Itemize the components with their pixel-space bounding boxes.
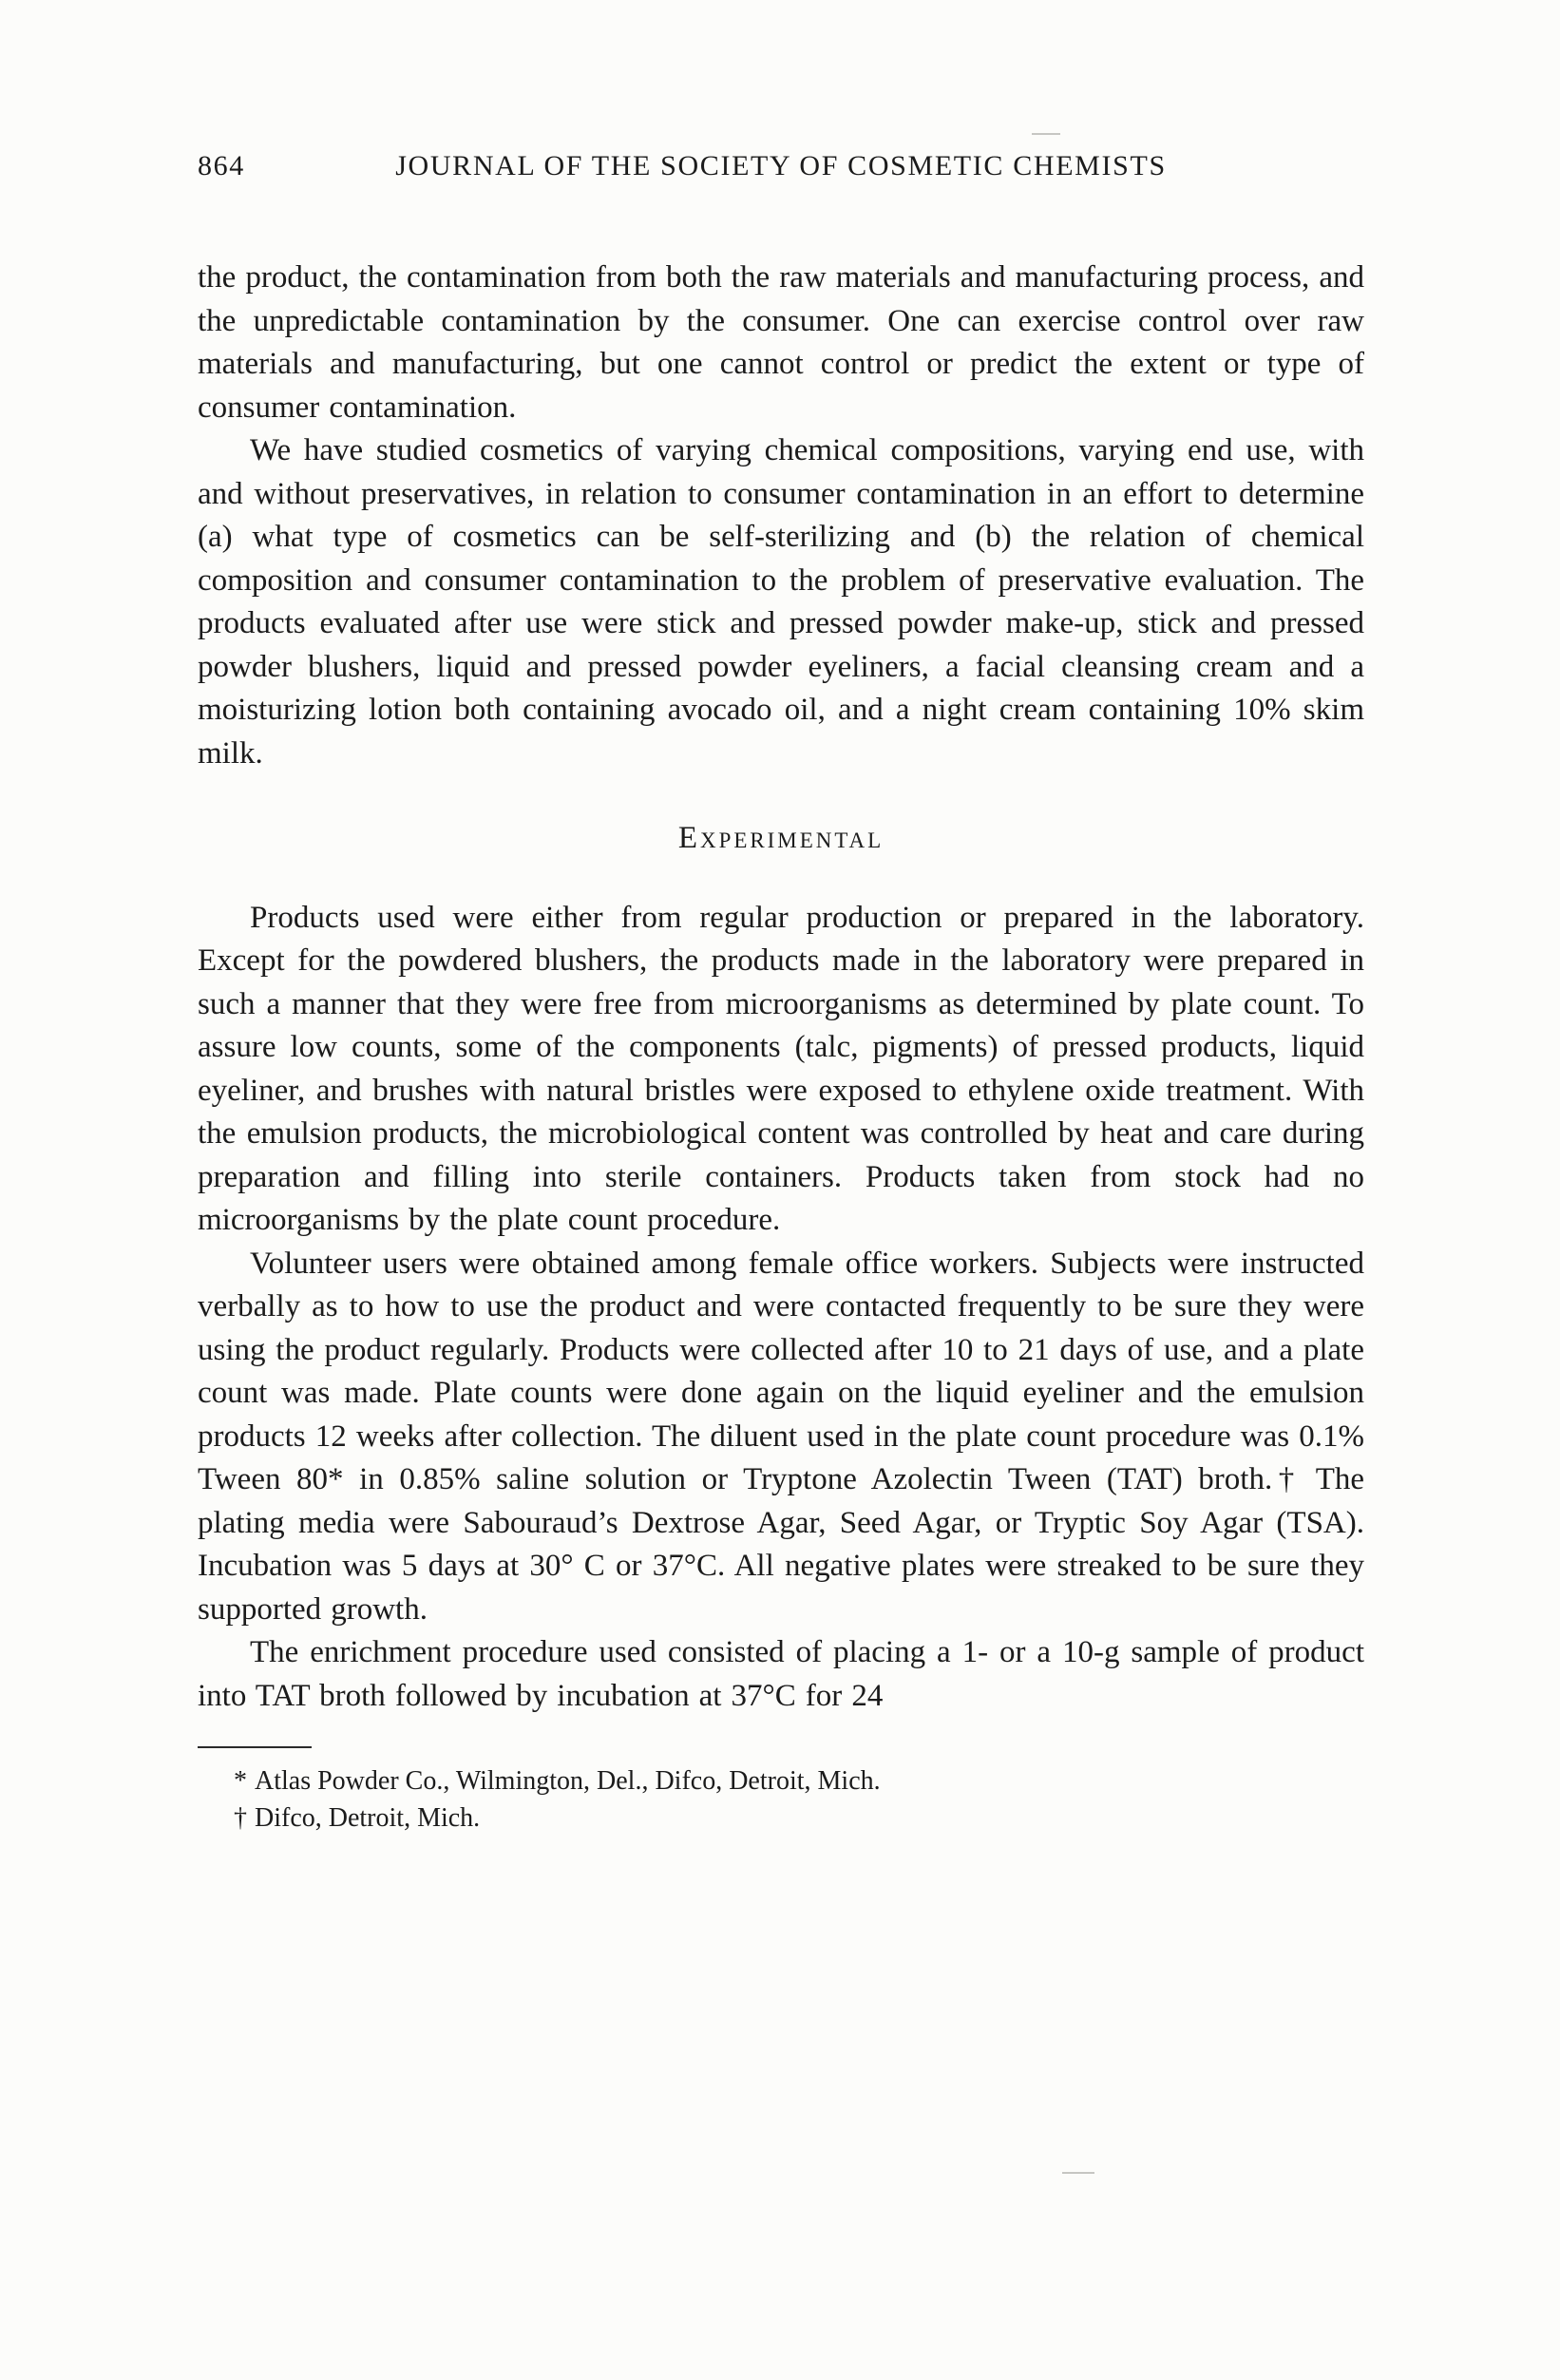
footnote-marker: † <box>234 1802 247 1833</box>
paragraph-continuation: the product, the contamination from both the raw materials and manufacturing process, and the unpredictable contamination by the consumer. One can exercise control over raw materials and manufacturing, but one cannot control or predict the extent or type of consumer contamination. <box>198 260 1364 425</box>
page-number: 864 <box>198 150 245 181</box>
scan-artifact <box>1032 133 1060 135</box>
journal-title: JOURNAL OF THE SOCIETY OF COSMETIC CHEMISTS <box>395 150 1167 181</box>
footnote-text: Atlas Powder Co., Wilmington, Del., Difco, Detroit, Mich. <box>255 1766 881 1796</box>
article-body <box>198 257 1364 1837</box>
footnotes <box>198 1763 1364 1837</box>
paragraph: We have studied cosmetics of varying chemical compositions, varying end use, with and without preservatives, in relation to consumer contamination in an effort to determine (a) what type of cosmetics can be self-sterilizing and (b) the relation of chemical composition and consumer contamination to the problem of preservative evaluation. The products evaluated after use were stick and pressed powder make-up, stick and pressed powder blushers, liquid and pressed powder eyeliners, a facial cleansing cream and a moisturizing lotion both containing avocado oil, and a night cream containing 10% skim milk. <box>198 433 1364 771</box>
footnote <box>234 1763 1364 1800</box>
paragraph: Volunteer users were obtained among female office workers. Subjects were instructed verbally as to how to use the product and were contacted frequently to be sure they were using the product regularly. Products were collected after 10 to 21 days of use, and a plate count was made. Plate counts were done again on the liquid eyeliner and the emulsion products 12 weeks after collection. The diluent used in the plate count procedure was 0.1% Tween 80* in 0.85% saline solution or Tryptone Azolectin Tween (TAT) broth.† The plating media were Sabouraud’s Dextrose Agar, Seed Agar, or Tryptic Soy Agar (TSA). Incubation was 5 days at 30° C or 37°C. All negative plates were streaked to be sure they supported growth. <box>198 1246 1364 1627</box>
footnote-rule <box>198 1746 312 1748</box>
section-heading-experimental: Experimental <box>677 821 885 855</box>
page-header <box>198 150 1364 182</box>
paragraph-incomplete: The enrichment procedure used consisted of placing a 1- or a 10-g sample of product into TAT broth followed by incubation at 37°C for 24 <box>198 1635 1364 1713</box>
footnote-text: Difco, Detroit, Mich. <box>255 1802 481 1833</box>
footnote <box>234 1800 1364 1837</box>
footnote-marker: * <box>234 1766 247 1796</box>
paragraph: Products used were either from regular production or prepared in the laboratory. Except for the powdered blushers, the products made in the laboratory were prepared in such a manner that they were free from microorganisms as determined by plate count. To assure low counts, some of the components (talc, pigments) of pressed products, liquid eyeliner, and brushes with natural bristles were exposed to ethylene oxide treatment. With the emulsion products, the microbiological content was controlled by heat and care during preparation and filling into sterile containers. Products taken from stock had no microorganisms by the plate count procedure. <box>198 900 1364 1237</box>
scan-artifact <box>1062 2172 1094 2174</box>
